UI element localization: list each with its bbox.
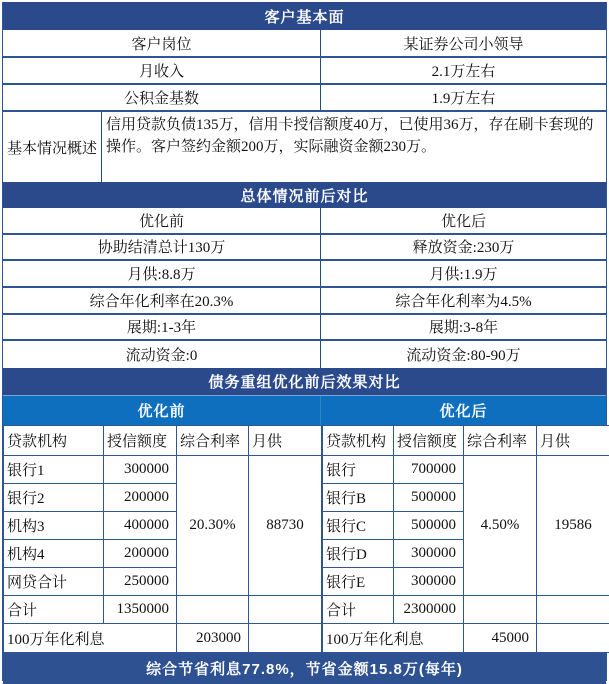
org-cell: 网贷合计 (4, 568, 104, 596)
interest-amount-cell: 203000 (177, 624, 249, 653)
monthly-merged-cell: 88730 (249, 456, 322, 596)
basic-value-job: 某证券公司小领导 (321, 30, 606, 56)
basic-value-fund: 1.9万左右 (321, 85, 606, 110)
amount-cell: 250000 (104, 568, 177, 596)
amount-cell: 400000 (104, 512, 177, 540)
col-header-rate: 综合利率 (177, 426, 249, 456)
amount-cell: 300000 (394, 568, 464, 596)
amount-cell: 200000 (104, 540, 177, 568)
col-header-monthly: 月供 (537, 426, 609, 456)
overall-row (3, 288, 606, 315)
empty-cell (249, 596, 322, 624)
table-header-row (323, 426, 609, 456)
basic-overview-row (3, 112, 606, 182)
overall-after: 月供:1.9万 (321, 261, 606, 286)
total-label-cell: 合计 (4, 596, 104, 624)
section-header-basic: 客户基本面 (3, 2, 606, 30)
col-header-amount: 授信额度 (104, 426, 177, 456)
empty-cell (537, 624, 609, 653)
basic-value-income: 2.1万左右 (321, 58, 606, 83)
debt-before-label: 优化前 (3, 396, 321, 425)
section-header-debt: 债务重组优化前后效果对比 (3, 368, 606, 395)
overall-before: 优化前 (3, 208, 321, 233)
empty-cell (177, 596, 249, 624)
rate-merged-cell: 4.50% (464, 456, 537, 596)
org-cell: 银行E (323, 568, 394, 596)
table-row (4, 456, 322, 484)
org-cell: 机构3 (4, 512, 104, 540)
interest-amount-cell: 45000 (464, 624, 537, 653)
basic-row-fund (3, 85, 606, 112)
org-cell: 银行1 (4, 456, 104, 484)
total-amount-cell: 1350000 (104, 596, 177, 624)
overall-after: 综合年化利率为4.5% (321, 288, 606, 313)
org-cell: 银行2 (4, 484, 104, 512)
col-header-org: 贷款机构 (323, 426, 394, 456)
overall-after: 展期:3-8年 (321, 315, 606, 340)
empty-cell (537, 596, 609, 624)
col-header-amount: 授信额度 (394, 426, 464, 456)
overall-before: 综合年化利率在20.3% (3, 288, 321, 313)
overall-after: 释放资金:230万 (321, 235, 606, 260)
basic-row-income (3, 58, 606, 85)
amount-cell: 700000 (394, 456, 464, 484)
interest-row (323, 624, 609, 653)
total-amount-cell: 2300000 (394, 596, 464, 624)
overview-label: 基本情况概述 (3, 112, 102, 182)
empty-cell (249, 624, 322, 653)
overall-row (3, 261, 606, 288)
col-header-rate: 综合利率 (464, 426, 537, 456)
report-table-frame (2, 2, 607, 681)
overall-after: 优化后 (321, 208, 606, 233)
summary-footer: 综合节省利息77.8%，节省金额15.8万(每年) (3, 653, 606, 684)
overall-before: 协助结清总计130万 (3, 235, 321, 260)
amount-cell: 300000 (104, 456, 177, 484)
total-label-cell: 合计 (323, 596, 394, 624)
table-row (323, 456, 609, 484)
total-row (323, 596, 609, 624)
total-row (4, 596, 322, 624)
org-cell: 机构4 (4, 540, 104, 568)
overall-comparison (3, 208, 606, 368)
loan-table-after (322, 425, 609, 653)
org-cell: 银行 (323, 456, 394, 484)
monthly-merged-cell: 19586 (537, 456, 609, 596)
interest-row (4, 624, 322, 653)
overall-before: 展期:1-3年 (3, 315, 321, 340)
amount-cell: 300000 (394, 540, 464, 568)
overall-row (3, 235, 606, 262)
section-header-overall: 总体情况前后对比 (3, 182, 606, 208)
empty-cell (464, 596, 537, 624)
org-cell: 银行B (323, 484, 394, 512)
basic-label-income: 月收入 (3, 58, 321, 83)
overall-row (3, 208, 606, 235)
loan-tables (3, 425, 606, 653)
basic-label-job: 客户岗位 (3, 30, 321, 56)
overall-row (3, 315, 606, 342)
amount-cell: 500000 (394, 512, 464, 540)
interest-label-cell: 100万年化利息 (4, 624, 177, 653)
basic-label-fund: 公积金基数 (3, 85, 321, 110)
overview-text: 信用贷款负债135万，信用卡授信额度40万，已使用36万，存在刷卡套现的操作。客户签约金额200万，实际融资金额230万。 (102, 112, 606, 182)
overall-after: 流动资金:80-90万 (321, 341, 606, 368)
org-cell: 银行C (323, 512, 394, 540)
table-header-row (4, 426, 322, 456)
debt-after-label: 优化后 (321, 396, 606, 425)
amount-cell: 500000 (394, 484, 464, 512)
rate-merged-cell: 20.30% (177, 456, 249, 596)
basic-row-job (3, 30, 606, 58)
overall-before: 月供:8.8万 (3, 261, 321, 286)
debt-subheader (3, 395, 606, 425)
overall-before: 流动资金:0 (3, 341, 321, 368)
interest-label-cell: 100万年化利息 (323, 624, 464, 653)
org-cell: 银行D (323, 540, 394, 568)
col-header-monthly: 月供 (249, 426, 322, 456)
amount-cell: 200000 (104, 484, 177, 512)
col-header-org: 贷款机构 (4, 426, 104, 456)
loan-table-before (3, 425, 322, 653)
overall-row (3, 341, 606, 368)
